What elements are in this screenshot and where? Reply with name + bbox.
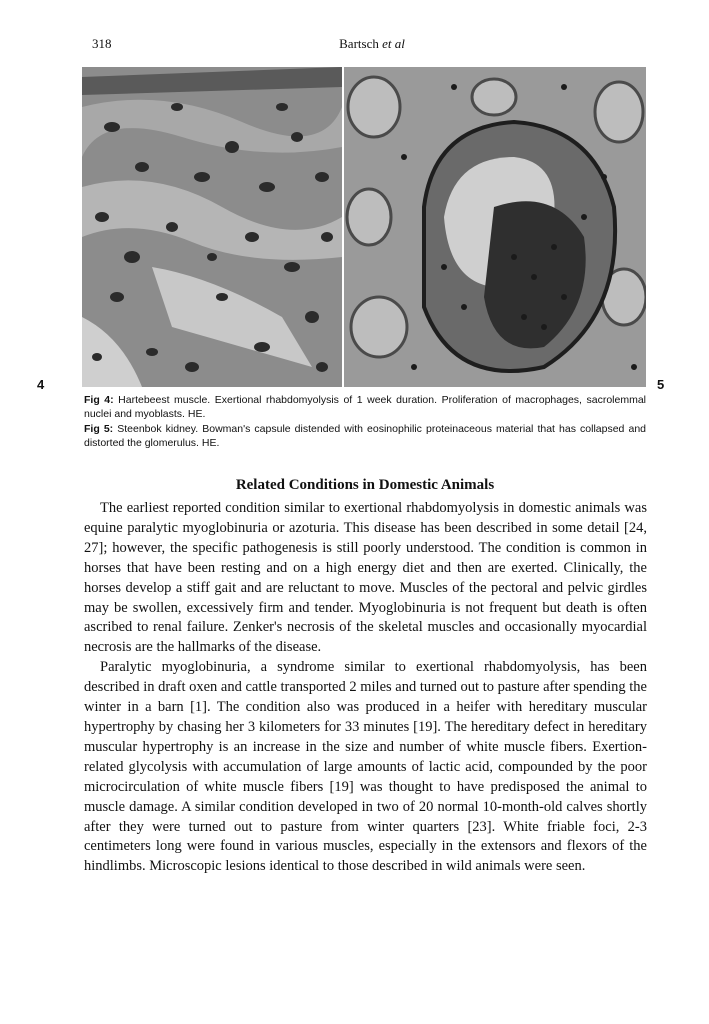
- paragraph: The earliest reported condition similar to exertional rhabdomyolysis in domestic animals was equine paralytic myoglobinuria or azoturia. This disease has been described in some detail [24, 27]; however, the specific pathogenesis is still poorly understood. The condition is common in horses that have been resting and on a high energy diet and then are exerted. Clinically, the horses develop a stiff gait and are reluctant to move. Muscles of the pectoral and pelvic girdles may be swollen, excessively firm and tender. Myoglobinuria is not frequent but death is often ascribed to renal failure. Zenker's necrosis of the skeletal muscles and occasionally myocardial necrosis are the hallmarks of the disease.: [84, 500, 647, 656]
- page-number: 318: [92, 36, 112, 51]
- caption-label: Fig 5:: [84, 423, 114, 435]
- figure-4-micrograph: [82, 67, 342, 387]
- figure-5-micrograph: [344, 67, 646, 387]
- et-al: et al: [382, 36, 405, 51]
- figure-5-number: 5: [657, 377, 665, 392]
- running-head: [92, 36, 652, 56]
- caption-text: Steenbok kidney. Bowman's capsule distended with eosinophilic proteinaceous material that has collapsed and distorted the glomerulus. HE.: [84, 423, 646, 449]
- section-heading: Related Conditions in Domestic Animals: [235, 477, 495, 493]
- caption-text: Hartebeest muscle. Exertional rhabdomyolysis of 1 week duration. Proliferation of macrophages, sacrolemmal nuclei and myoblasts. HE.: [84, 394, 646, 420]
- caption-label: Fig 4:: [84, 394, 114, 406]
- paragraph: Paralytic myoglobinuria, a syndrome similar to exertional rhabdomyolysis, has been described in draft oxen and cattle transported 2 miles and turned out to pasture after spending the winter in a barn [1]. The condition also was produced in a heifer with hereditary muscular hypertrophy by chasing her 3 kilometers for 33 minutes [19]. The hereditary defect in hereditary muscular hypertrophy is an increase in the size and number of white muscle fibers. Exertion-related glycolysis with accumulation of large amounts of lactic acid, compounded by the poor microcirculation of white muscle fibers [19] was thought to have predisposed the animal to muscle damage. A similar condition developed in two of 20 normal 10-month-old calves shortly after they were turned out to pasture from winter quarters [23]. White friable foci, 2-3 centimeters long were found in various muscles, especially in the extensors and flexors of the hindlimbs. Microscopic lesions identical to those described in wild animals were seen.: [84, 659, 647, 875]
- figure-captions: [84, 393, 646, 451]
- running-head-authors: [92, 36, 652, 52]
- kidney-micrograph-image: [344, 67, 646, 387]
- author-name: Bartsch: [339, 36, 379, 51]
- figure-4-number: 4: [37, 377, 45, 392]
- caption-fig-4: [84, 393, 646, 421]
- muscle-micrograph-image: [82, 67, 342, 387]
- caption-fig-5: [84, 422, 646, 450]
- body-text: [84, 499, 647, 877]
